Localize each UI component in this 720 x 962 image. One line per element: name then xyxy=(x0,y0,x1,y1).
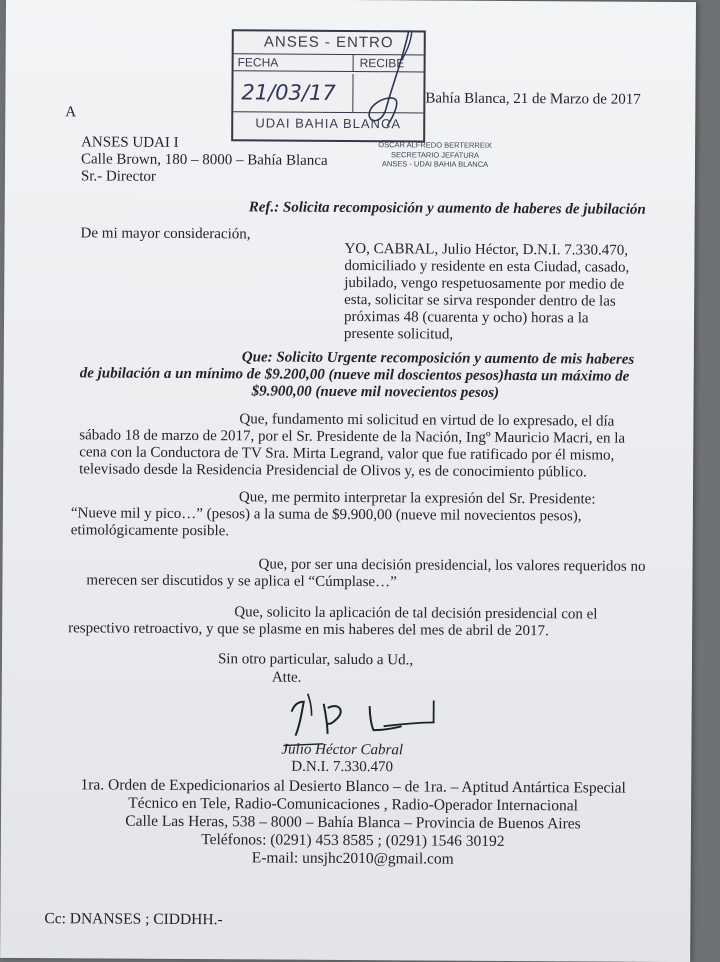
p1-line: sábado 18 de marzo de 2017, por el Sr. Presidente de la Nación, Ingº Mauricio Macri, en la xyxy=(79,427,626,447)
request-line-2: de jubilación a un mínimo de $9.200,00 (nueve mil doscientos pesos)hasta un máximo de xyxy=(79,365,630,385)
stamp-recibe-label: RECIBE xyxy=(354,54,424,72)
stamp-fecha-label: FECHA xyxy=(234,53,354,72)
footer-line: Técnico en Tele, Radio-Comunicaciones , Radio-Operador Internacional xyxy=(128,794,578,815)
footer-line: 1ra. Orden de Expedicionarios al Desierto Blanco – de 1ra. – Aptitud Antártica Especial xyxy=(80,776,626,797)
stamp-receiver-signature xyxy=(363,26,424,136)
p3-line: Que, por ser una decisión presidencial, los valores requeridos no xyxy=(258,556,646,575)
p4-line: Que, solicito la aplicación de tal decisión presidencial con el xyxy=(234,604,598,623)
p3-line: merecen ser discutidos y se aplica el “Cúmplase…” xyxy=(86,572,397,591)
footer-line: Calle Las Heras, 538 – 8000 – Bahía Blanca – Provincia de Buenos Aires xyxy=(125,812,581,833)
intro-block xyxy=(344,241,635,345)
intro-line: próximas 48 (cuarenta y ocho) horas a la xyxy=(344,308,589,327)
recipient-line-2: Calle Brown, 180 – 8000 – Bahía Blanca xyxy=(80,151,328,169)
intro-line: presente solicitud, xyxy=(343,325,454,343)
recipient-line-3: Sr.- Director xyxy=(80,168,156,185)
p2-line: “Nueve mil y pico…” (pesos) a la suma de $9.900,00 (nueve mil novecientos pesos), xyxy=(70,505,582,525)
secretary-stamp-name: OSCAR ALFREDO BERTERREIX xyxy=(378,140,492,150)
cc-line: Cc: DNANSES ; CIDDHH.- xyxy=(44,910,223,929)
intro-line: esta, solicitar se sirva responder dentro de las xyxy=(344,291,616,310)
footer-block xyxy=(73,776,634,869)
atte-line: Atte. xyxy=(271,669,302,686)
intro-line: YO, CABRAL, Julio Héctor, D.N.I. 7.330.470, xyxy=(344,240,629,259)
to-label: A xyxy=(65,104,77,121)
footer-line: E-mail: unsjhc2010@gmail.com xyxy=(251,849,454,868)
signature-dni: D.N.I. 7.330.470 xyxy=(291,758,394,776)
secretary-stamp-title: SECRETARIO JEFATURA xyxy=(390,149,480,160)
p4-line: respectivo retroactivo, y que se plasme en mis haberes del mes de abril de 2017. xyxy=(68,620,549,640)
reference-line: Ref.: Solicita recomposición y aumento de haberes de jubilación xyxy=(248,199,646,218)
stamp-handwritten-date: 21/03/17 xyxy=(241,73,353,112)
salutation: De mi mayor consideración, xyxy=(80,225,251,243)
reception-stamp xyxy=(231,29,426,142)
closing-line: Sin otro particular, saludo a Ud., xyxy=(217,651,414,669)
stamp-header: ANSES - ENTRO xyxy=(234,31,424,55)
p1-line: Que, fundamento mi solicitud en virtud de lo expresado, el día xyxy=(239,411,615,430)
secretary-stamp xyxy=(370,140,500,169)
p2-line: etimológicamente posible. xyxy=(70,522,230,540)
p1-line: cena con la Conductora de TV Sra. Mirta Legrand, valor que fue ratificado por él mismo, xyxy=(79,444,615,464)
request-line-3: $9.900,00 (nueve mil novecientos pesos) xyxy=(251,383,500,401)
intro-line: jubilado, vengo respetuosamente por medio de xyxy=(344,274,625,293)
recipient-line-1: ANSES UDAI I xyxy=(81,134,179,151)
request-line-1: Que: Solicito Urgente recomposición y aumento de mis haberes xyxy=(241,349,635,368)
secretary-stamp-office: ANSES - UDAI BAHIA BLANCA xyxy=(381,159,489,169)
intro-line: domiciliado y residente en esta Ciudad, casado, xyxy=(344,257,630,276)
stamp-office: UDAI BAHIA BLANCA xyxy=(233,111,423,135)
p1-line: televisado desde la Residencia Presidencial de Olivos y, es de conocimiento público. xyxy=(79,461,587,481)
footer-line: Teléfonos: (0291) 453 8585 ; (0291) 1546 30192 xyxy=(201,831,505,850)
place-date: Bahía Blanca, 21 de Marzo de 2017 xyxy=(425,90,641,108)
signature-name: Julio Héctor Cabral xyxy=(281,741,404,759)
p2-line: Que, me permito interpretar la expresión del Sr. Presidente: xyxy=(238,489,596,508)
